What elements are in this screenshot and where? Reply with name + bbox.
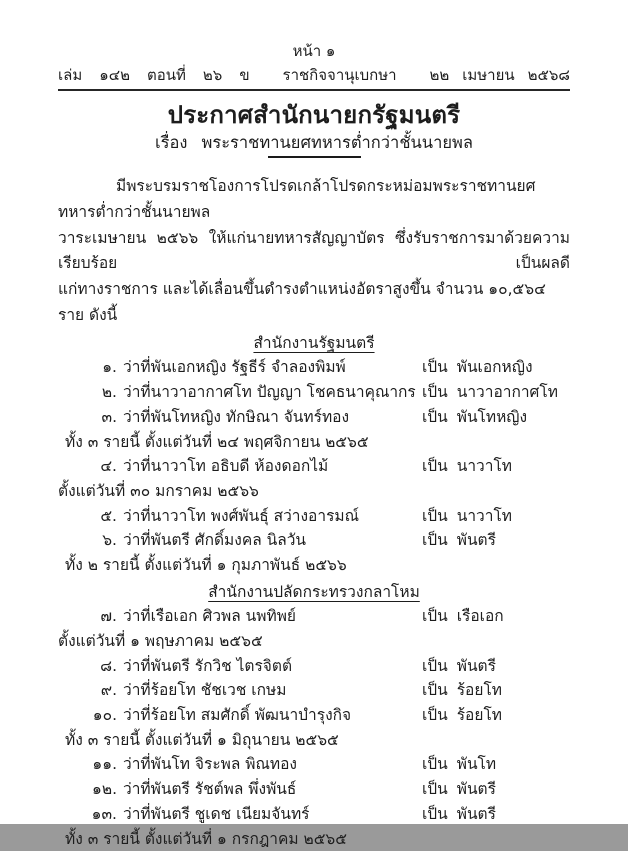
entry-number: ๖. bbox=[102, 531, 117, 550]
gazette-name: ราชกิจจานุเบกษา bbox=[282, 66, 397, 84]
entry-name: ว่าที่พันตรี รักวิช ไตรจิตต์ bbox=[123, 656, 293, 675]
entry-number: ๕. bbox=[100, 506, 117, 525]
entry-number: ๗. bbox=[100, 607, 117, 626]
part-value: ๒๖ bbox=[202, 66, 223, 84]
entry-number: ๑. bbox=[102, 358, 117, 377]
entry-to-label: เป็น bbox=[422, 358, 448, 377]
rank-entry-row bbox=[58, 802, 570, 827]
effective-date-note: ตั้งแต่วันที่ ๑ พฤษภาคม ๒๕๖๕ bbox=[58, 632, 263, 651]
entry-to-label: เป็น bbox=[422, 780, 448, 799]
entry-name: ว่าที่นาวาอากาศโท ปัญญา โชคธนาคุณากร bbox=[123, 383, 416, 402]
volume-label: เล่ม bbox=[58, 66, 83, 84]
rank-entry-row bbox=[58, 678, 570, 703]
rank-sections bbox=[58, 331, 570, 851]
rank-entry-row bbox=[58, 504, 570, 529]
announcement-body bbox=[58, 174, 570, 329]
entry-rank: พันโทหญิง bbox=[456, 407, 528, 426]
entry-new-rank bbox=[422, 777, 496, 802]
effective-date-note: ทั้ง ๓ รายนี้ ตั้งแต่วันที่ ๒๔ พฤศจิกายน ๒๕๖๕ bbox=[65, 432, 369, 451]
rank-entry-row bbox=[58, 703, 570, 728]
entry-name: ว่าที่พันเอกหญิง รัฐธีร์ จำลองพิมพ์ bbox=[123, 358, 346, 377]
book-letter: ข bbox=[239, 66, 250, 84]
entry-rank: พันตรี bbox=[456, 780, 496, 799]
entry-rank: พันเอกหญิง bbox=[456, 358, 533, 377]
masthead-volume-part bbox=[58, 64, 250, 86]
date-month: เมษายน bbox=[462, 66, 515, 84]
rank-entry-row bbox=[58, 355, 570, 380]
gazette-date bbox=[430, 64, 571, 86]
entry-new-rank bbox=[422, 355, 533, 380]
entry-rank: พันตรี bbox=[456, 656, 496, 675]
entry-new-rank bbox=[422, 380, 558, 405]
subject-label: เรื่อง bbox=[154, 133, 188, 152]
page-number-label: หน้า ๑ bbox=[292, 42, 336, 60]
section-heading: สำนักงานปลัดกระทรวงกลาโหม bbox=[208, 582, 420, 601]
entry-rank: นาวาโท bbox=[456, 506, 512, 525]
date-year: ๒๕๖๘ bbox=[527, 66, 570, 84]
entry-to-label: เป็น bbox=[422, 531, 448, 550]
entry-name: ว่าที่พันตรี รัชต์พล พึ่งพันธ์ bbox=[123, 780, 297, 799]
entry-to-label: เป็น bbox=[422, 656, 448, 675]
entry-number: ๓. bbox=[101, 407, 117, 426]
entry-new-rank bbox=[422, 504, 512, 529]
entry-new-rank bbox=[422, 604, 504, 629]
entry-name: ว่าที่พันตรี ชูเดช เนียมจันทร์ bbox=[123, 804, 310, 823]
body-line: มีพระบรมราชโองการโปรดเกล้าโปรดกระหม่อมพระราชทานยศทหารต่ำกว่าชั้นนายพล bbox=[58, 177, 536, 221]
entry-rank: เรือเอก bbox=[456, 607, 504, 626]
entry-to-label: เป็น bbox=[422, 506, 448, 525]
entry-new-rank bbox=[422, 752, 496, 777]
entry-name: ว่าที่ร้อยโท สมศักดิ์ พัฒนาบำรุงกิจ bbox=[123, 706, 352, 725]
entry-to-label: เป็น bbox=[422, 681, 448, 700]
entry-to-label: เป็น bbox=[422, 383, 448, 402]
entry-number: ๔. bbox=[100, 457, 117, 476]
rank-entry-row bbox=[58, 454, 570, 479]
body-line: แก่ทางราชการ และได้เลื่อนขึ้นดำรงตำแหน่งอัตราสูงขึ้น จำนวน ๑๐,๕๖๔ ราย ดังนี้ bbox=[58, 280, 546, 324]
entry-name: ว่าที่พันโท จิระพล พิณทอง bbox=[123, 755, 297, 774]
rank-entry-row bbox=[58, 405, 570, 430]
rank-entry-row bbox=[58, 654, 570, 679]
section-rows bbox=[58, 355, 570, 577]
entry-to-label: เป็น bbox=[422, 755, 448, 774]
entry-rank: นาวาอากาศโท bbox=[456, 383, 558, 402]
entry-name: ว่าที่เรือเอก ศิวพล นพทิพย์ bbox=[123, 607, 296, 626]
entry-rank: นาวาโท bbox=[456, 457, 512, 476]
entry-number: ๒. bbox=[101, 383, 117, 402]
entry-new-rank bbox=[422, 405, 527, 430]
entry-new-rank bbox=[422, 802, 496, 827]
body-line: วาระเมษายน ๒๕๖๖ ให้แก่นายทหารสัญญาบัตร ซึ่งรับราชการมาด้วยความเรียบร้อย เป็นผลดี bbox=[58, 228, 570, 273]
subject-text: พระราชทานยศทหารต่ำกว่าชั้นนายพล bbox=[201, 133, 474, 152]
entry-name: ว่าที่พันโทหญิง ทักษิณา จันทร์ทอง bbox=[123, 407, 350, 426]
entry-name: ว่าที่ร้อยโท ชัชเวช เกษม bbox=[123, 681, 287, 700]
entry-name: ว่าที่นาวาโท พงศ์พันธุ์ สว่างอารมณ์ bbox=[123, 506, 359, 525]
masthead-rule bbox=[58, 89, 570, 91]
subject-divider-rule bbox=[268, 156, 361, 158]
announcement-subject bbox=[58, 133, 570, 153]
entry-rank: พันตรี bbox=[456, 531, 496, 550]
entry-to-label: เป็น bbox=[422, 706, 448, 725]
date-day: ๒๒ bbox=[429, 66, 450, 84]
entry-rank: พันโท bbox=[456, 755, 497, 774]
effective-date-note: ทั้ง ๒ รายนี้ ตั้งแต่วันที่ ๑ กุมภาพันธ์ ๒๕๖๖ bbox=[65, 555, 347, 574]
section-heading: สำนักงานรัฐมนตรี bbox=[253, 333, 375, 352]
masthead bbox=[58, 64, 570, 86]
rank-entry-row bbox=[58, 752, 570, 777]
entry-number: ๑๑. bbox=[92, 755, 117, 774]
entry-new-rank bbox=[422, 454, 512, 479]
volume-value: ๑๔๒ bbox=[99, 66, 130, 84]
entry-rank: พันตรี bbox=[456, 804, 496, 823]
entry-number: ๙. bbox=[100, 681, 117, 700]
entry-number: ๑๓. bbox=[91, 804, 117, 823]
entry-name: ว่าที่นาวาโท อธิบดี ห้องดอกไม้ bbox=[123, 457, 329, 476]
announcement-title: ประกาศสำนักนายกรัฐมนตรี bbox=[167, 101, 461, 129]
entry-new-rank bbox=[422, 678, 502, 703]
rank-entry-row bbox=[58, 528, 570, 553]
entry-new-rank bbox=[422, 528, 496, 553]
section-rows bbox=[58, 604, 570, 851]
part-label: ตอนที่ bbox=[146, 66, 186, 84]
effective-date-note: ทั้ง ๓ รายนี้ ตั้งแต่วันที่ ๑ กรกฎาคม ๒๕๖๕ bbox=[65, 829, 348, 848]
entry-to-label: เป็น bbox=[422, 407, 448, 426]
effective-date-note: ตั้งแต่วันที่ ๓๐ มกราคม ๒๕๖๖ bbox=[58, 481, 259, 500]
entry-number: ๘. bbox=[100, 656, 117, 675]
entry-number: ๑๒. bbox=[92, 780, 117, 799]
entry-to-label: เป็น bbox=[422, 457, 448, 476]
entry-rank: ร้อยโท bbox=[456, 681, 502, 700]
entry-new-rank bbox=[422, 654, 496, 679]
entry-to-label: เป็น bbox=[422, 804, 448, 823]
entry-rank: ร้อยโท bbox=[456, 706, 502, 725]
rank-entry-row bbox=[58, 604, 570, 629]
rank-entry-row bbox=[58, 777, 570, 802]
entry-number: ๑๐. bbox=[92, 706, 117, 725]
effective-date-note: ทั้ง ๓ รายนี้ ตั้งแต่วันที่ ๑ มิถุนายน ๒๕๖๕ bbox=[65, 730, 339, 749]
entry-new-rank bbox=[422, 703, 502, 728]
entry-name: ว่าที่พันตรี ศักดิ์มงคล นิลวัน bbox=[123, 531, 307, 550]
rank-entry-row bbox=[58, 380, 570, 405]
entry-to-label: เป็น bbox=[422, 607, 448, 626]
